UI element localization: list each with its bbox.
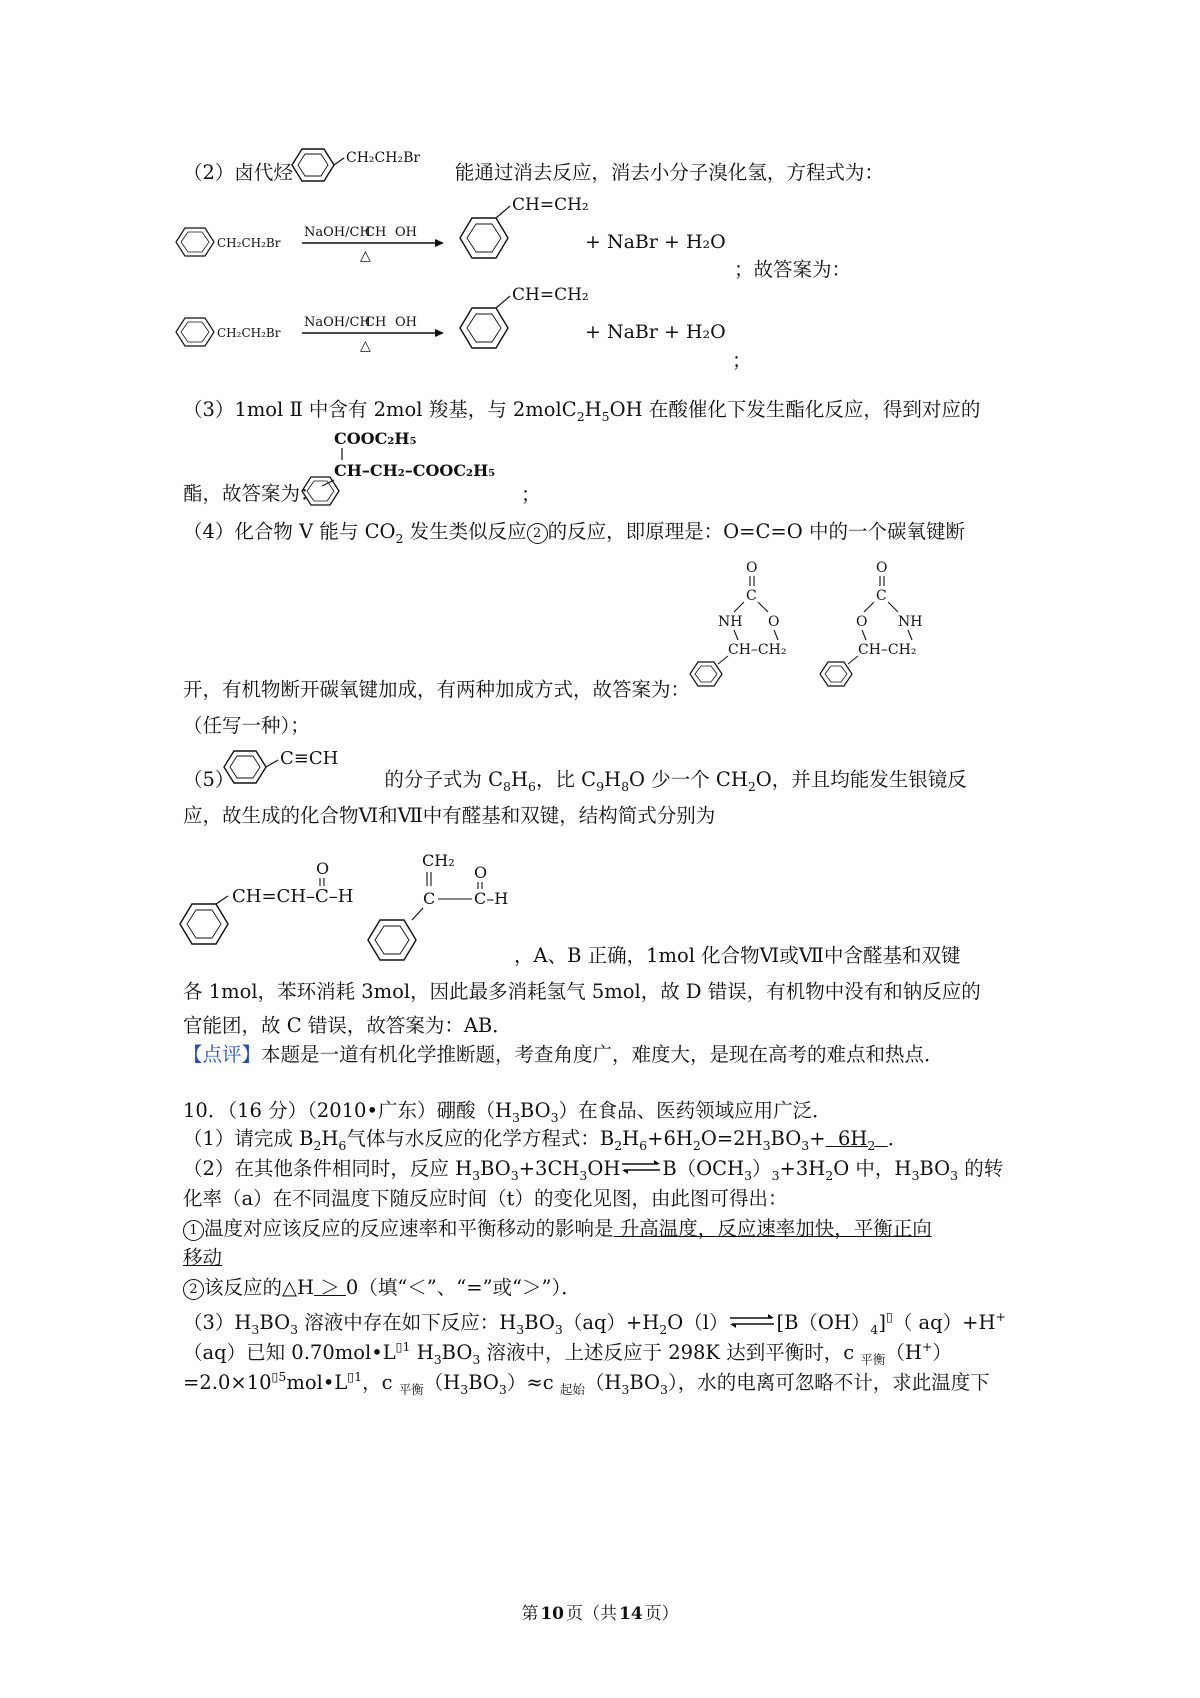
subscript: 3 [579, 1168, 588, 1183]
subscript: 8 [621, 779, 630, 794]
text: H [622, 1127, 640, 1150]
text: BO [441, 1341, 473, 1364]
text: ）在食品、医药领域应用广泛． [558, 1099, 832, 1122]
text: （aq）+H [562, 1311, 660, 1334]
text: [B（OH） [776, 1311, 871, 1334]
page-footer [0, 1599, 1200, 1624]
heat-symbol: △ [360, 248, 371, 264]
atom-label: O [856, 614, 868, 630]
text: （2）卤代烃 [183, 161, 293, 184]
subscript: 3 [511, 1110, 520, 1125]
text: ] [878, 1311, 886, 1334]
review-tag: 【点评】 [183, 1043, 262, 1066]
subscript: 6 [639, 1138, 648, 1153]
text: 的分子式为 C [384, 768, 504, 791]
answer-blank [826, 1127, 888, 1153]
q10-item1-line2 [183, 1244, 222, 1272]
text: +3CH [518, 1157, 580, 1180]
answer: 升高温度，反应速率加快，平衡正向 [613, 1217, 932, 1240]
text: 发生类似反应 [409, 520, 527, 543]
alkyne-label: C≡CH [280, 748, 339, 769]
text: H [416, 1341, 434, 1364]
q10-item2 [183, 1274, 581, 1302]
subscript: 3 [550, 1110, 559, 1125]
subscript: 平衡 [398, 1382, 424, 1397]
atom-label: O [746, 560, 758, 576]
subscript: 5 [601, 409, 610, 424]
sec3-semicolon: ； [521, 483, 541, 506]
text: O（l） [667, 1311, 729, 1334]
answer: ＞ [314, 1276, 346, 1299]
elimination-equation-2 [170, 282, 730, 364]
sec3-line1 [183, 396, 980, 431]
circled-number: 2 [183, 1279, 204, 1300]
atom-label: C [423, 889, 436, 908]
text: （ aq）+H [892, 1311, 996, 1334]
subscript: 8 [503, 779, 511, 794]
subscript: 2 [692, 1138, 701, 1153]
atom-label: O [474, 863, 488, 882]
text: （4）化合物 V 能与 CO [183, 520, 396, 543]
ester-top-label: COOC₂H₅ [334, 429, 417, 448]
equilibrium-arrow-icon [728, 1314, 776, 1328]
text: +3H [779, 1157, 826, 1180]
text: BO [524, 1311, 555, 1334]
subscript: 3 [744, 1168, 753, 1183]
subscript: 2 [747, 779, 756, 794]
subscript: 3 [290, 1322, 299, 1337]
reagent: NaOH/CH [304, 225, 371, 240]
elimination-equation-1 [170, 192, 730, 274]
review [183, 1041, 944, 1069]
sec4-line2: 开，有机物断开碳氧键加成，有两种加成方式，故答案为： [183, 678, 691, 701]
text: OH 在酸催化下发生酯化反应，得到对应的 [609, 398, 981, 421]
superscript: ▯1 [395, 1339, 411, 1354]
text: BO [770, 1127, 802, 1150]
text: BO [519, 1099, 551, 1122]
atom-label: CH–CH₂ [858, 642, 917, 658]
atom-label: C [876, 588, 887, 604]
text: BO [919, 1157, 951, 1180]
products: + NaBr + H₂O [585, 231, 726, 253]
circled-number: 1 [183, 1220, 204, 1241]
q10-item1 [183, 1215, 932, 1243]
text: O 中，H [833, 1157, 912, 1180]
text: 10．（16 分）（2010•广东）硼酸（H [183, 1099, 512, 1122]
text: OH [587, 1157, 621, 1180]
text: （1）请完成 B [183, 1127, 314, 1150]
text: 溶液中存在如下反应：H [304, 1311, 517, 1334]
text: mol•L [286, 1371, 348, 1394]
text: + [809, 1127, 826, 1150]
superscript: ▯5 [271, 1369, 287, 1384]
footer-text: 页） [644, 1604, 679, 1624]
subscript: 3 [472, 1168, 481, 1183]
text: ，c [362, 1371, 393, 1394]
subscript: 3 [554, 1322, 563, 1337]
text: BO [480, 1157, 511, 1180]
atom-label: O [876, 560, 888, 576]
oxazolidinone-structures [676, 552, 946, 702]
text: 的反应，即原理是：O=C=O 中的一个碳氧键断 [547, 520, 965, 543]
subscript: 3 [510, 1168, 519, 1183]
subscript: 3 [771, 1168, 780, 1183]
sec5-line5: 官能团，故 C 错误，故答案为：AB． [183, 1014, 512, 1037]
text: 0（填“＜”、“=”或“＞”）． [345, 1276, 581, 1299]
text: 温度对应该反应的反应速率和平衡移动的影响是 [204, 1217, 614, 1240]
subscript: 3 [911, 1168, 920, 1183]
aldehyde-structures [172, 844, 512, 969]
subscript: 6 [528, 779, 536, 794]
review-text: 本题是一道有机化学推断题，考查角度广，难度大，是现在高考的难点和热点． [261, 1043, 944, 1066]
subscript: 3 [621, 1382, 630, 1397]
sec5-line2: 应，故生成的化合物Ⅵ和Ⅶ中有醛基和双键，结构简式分别为 [183, 804, 716, 827]
subscript: 起始 [559, 1382, 585, 1397]
sec5-line4: 各 1mol，苯环消耗 3mol，因此最多消耗氢气 5mol，故 D 错误，有机物中没有和钠反应的 [183, 980, 981, 1003]
q10-part2-line2: 化率（a）在不同温度下随反应时间（t）的变化见图，由此图可得出： [183, 1187, 788, 1210]
halide-label: CH₂CH₂Br [346, 150, 421, 166]
subscript: 平衡 [860, 1352, 886, 1367]
subscript: 3 [498, 1382, 507, 1397]
subscript: 3 [660, 1382, 668, 1397]
text: （3）1mol Ⅱ 中含有 2mol 羧基，与 2molC [183, 398, 577, 421]
subscript: 3 [762, 1138, 771, 1153]
total-pages: 14 [619, 1604, 643, 1624]
subscript: 3 [516, 1322, 525, 1337]
heat-symbol: △ [360, 338, 371, 354]
subscript: 3 [801, 1138, 810, 1153]
text: （H [885, 1341, 922, 1364]
subscript: 2 [313, 1138, 322, 1153]
footer-text: 第 [521, 1604, 539, 1624]
text: H [584, 398, 602, 421]
equilibrium-arrow-icon [620, 1160, 662, 1174]
sec4-line1 [183, 518, 965, 553]
answer: 6H [837, 1127, 868, 1150]
text: =2.0×10 [183, 1371, 272, 1394]
subscript: 3 [950, 1168, 959, 1183]
q10-part3-line3 [183, 1363, 990, 1404]
reagent: OH [395, 225, 417, 240]
text: （H [584, 1371, 622, 1394]
text: ） [752, 1157, 772, 1180]
reagent: OH [395, 315, 417, 330]
ester-chain-label: CH–CH₂–COOC₂H₅ [334, 461, 496, 480]
vinyl-label: CH=CH₂ [512, 285, 589, 305]
superscript: ▯1 [347, 1369, 363, 1384]
text: BO [259, 1311, 291, 1334]
subscript: 2 [825, 1168, 834, 1183]
text: +6H [647, 1127, 693, 1150]
subscript: 2 [867, 1138, 876, 1153]
atom-label: C [746, 588, 757, 604]
subscript: 3 [433, 1352, 442, 1367]
subscript: 4 [870, 1322, 879, 1337]
text: ，比 C [535, 768, 597, 791]
reagent: CH [365, 315, 387, 330]
text: O，并且均能发生银镜反 [755, 768, 967, 791]
atom-label: C–H [474, 889, 509, 908]
reagent: NaOH/CH [304, 315, 371, 330]
sec5-line3: ，A、B 正确，1mol 化合物Ⅵ或Ⅶ中含醛基和双键 [514, 944, 961, 967]
subscript: 2 [659, 1322, 668, 1337]
text: ），水的电离可忽略不计，求此温度下 [667, 1371, 990, 1394]
text: 该反应的△H [204, 1276, 315, 1299]
products: + NaBr + H₂O [585, 321, 726, 343]
text: O=2H [700, 1127, 763, 1150]
text: （2）在其他条件相同时，反应 H [183, 1157, 473, 1180]
sec2-semicolon: ； [732, 349, 752, 372]
footer-text: 页（共 [566, 1604, 617, 1624]
superscript: ▯ [885, 1309, 893, 1324]
atom-label: CH–CH₂ [728, 642, 787, 658]
sec3-line2 [183, 480, 320, 508]
text: BO [468, 1371, 499, 1394]
atom-label: O [316, 859, 330, 878]
page-number: 10 [540, 1604, 564, 1624]
superscript: + [921, 1339, 933, 1354]
subscript: 3 [472, 1352, 481, 1367]
atom-label: O [768, 614, 780, 630]
phenylacetylene-structure [218, 742, 378, 792]
text: B（OCH [662, 1157, 745, 1180]
text: ． [887, 1127, 908, 1150]
subscript: 3 [251, 1322, 260, 1337]
text: H [511, 768, 529, 791]
atom-label: NH [898, 614, 923, 630]
text: （5） [183, 768, 235, 791]
text: 溶液中，上述反应于 298K 达到平衡时，c [486, 1341, 855, 1364]
atom-label: NH [718, 614, 743, 630]
vinyl-label: CH=CH₂ [512, 195, 589, 215]
text: ）≈c [506, 1371, 554, 1394]
subscript: 2 [395, 531, 404, 546]
text: 的转 [964, 1157, 1004, 1180]
ester-structure [296, 428, 546, 508]
text: 能通过消去反应，消去小分子溴化氢，方程式为： [454, 161, 884, 184]
reagent: CH [365, 225, 387, 240]
text: H [604, 768, 622, 791]
text: 气体与水反应的化学方程式：B [346, 1127, 615, 1150]
atom-label: CH₂ [422, 851, 455, 870]
subscript: 2 [576, 409, 585, 424]
text: BO [629, 1371, 661, 1394]
superscript: + [995, 1309, 1006, 1324]
text: （aq）已知 0.70mol•L [183, 1341, 396, 1364]
cinnamaldehyde-chain: CH=CH–C–H [232, 886, 354, 907]
subscript: 3 [460, 1382, 469, 1397]
text: （H [423, 1371, 461, 1394]
sec2-reason: ；故答案为： [734, 258, 852, 281]
reactant-label: CH₂CH₂Br [217, 326, 281, 340]
subscript: 6 [338, 1138, 347, 1153]
text: ） [932, 1341, 952, 1364]
sec4-line3: （任写一种）； [183, 714, 310, 737]
halide-structure [284, 142, 454, 188]
text: O 少一个 CH [629, 768, 748, 791]
text: H [321, 1127, 339, 1150]
subscript: 2 [614, 1138, 623, 1153]
text: （3）H [183, 1311, 252, 1334]
circled-number: 2 [527, 523, 548, 544]
answer: 移动 [183, 1246, 223, 1269]
text: 酯，故答案为： [183, 482, 320, 505]
reactant-label: CH₂CH₂Br [217, 236, 281, 250]
subscript: 9 [596, 779, 605, 794]
